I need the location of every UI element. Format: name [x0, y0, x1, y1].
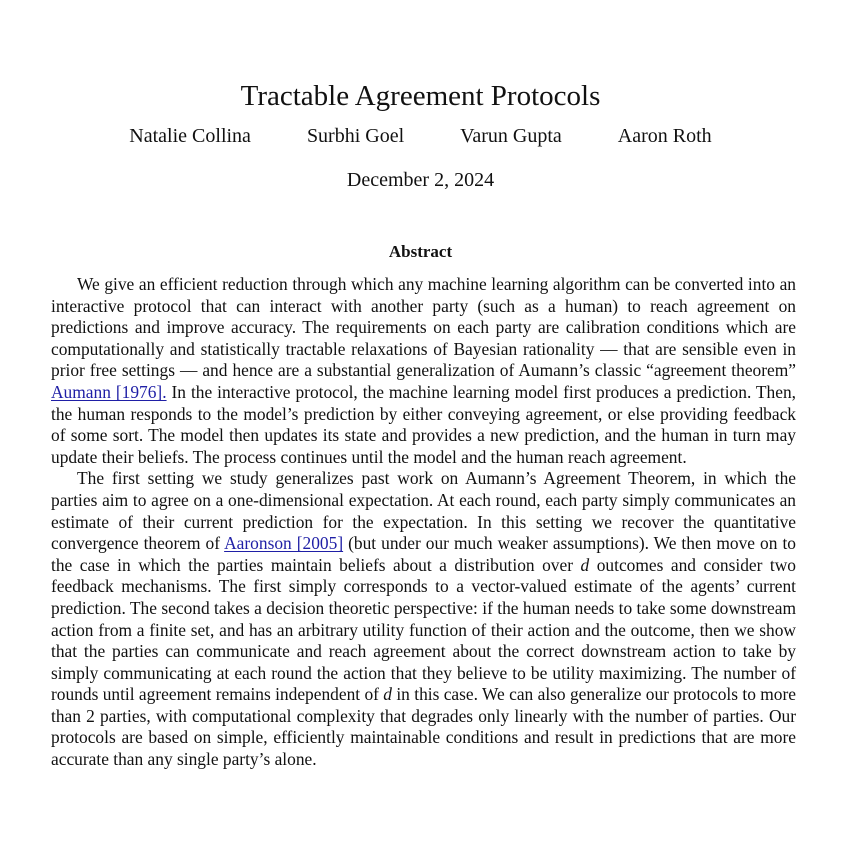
- math-variable-d: d: [383, 684, 392, 705]
- author-name: Aaron Roth: [617, 125, 712, 147]
- author-list: [0, 123, 841, 149]
- paragraph-text: in this case. We can also generalize our protocols to more than 2 parties, with computational complexity that degrades only linearly with the number of parties. Our protocols are based on simple, efficiently maintainable conditions and result in predictions that are more accurate than any single party’s alone.: [51, 684, 796, 770]
- abstract-paragraph: [51, 274, 796, 468]
- paragraph-text: We give an efficient reduction through which any machine learning algorithm can be converted into an interactive protocol that can interact with another party (such as a human) to reach agreement on predictions and improve accuracy. The requirements on each party are calibration conditions which are computationally and statistically tractable relaxations of Bayesian rationality — that are sensible even in prior free settings — and hence are a substantial generalization of Aumann’s classic “agreement theorem”: [51, 274, 796, 381]
- math-variable-d: d: [580, 554, 590, 575]
- paper-title: Tractable Agreement Protocols: [240, 80, 601, 113]
- paragraph-text: outcomes and consider two feedback mechanisms. The first simply corresponds to a vector-valued estimate of the agents’ current prediction. The second takes a decision theoretic perspective: if the human needs to take some downstream action from a finite set, and has an arbitrary utility function of their action and the outcome, then we show that the parties can communicate and reach agreement about the correct downstream action to take by simply communicating at each round the action that they believe to be utility maximizing. The number of rounds until agreement remains independent of: [51, 554, 796, 705]
- abstract-body: [51, 274, 796, 771]
- citation-link-aumann[interactable]: Aumann [1976].: [51, 381, 167, 402]
- author-name: Surbhi Goel: [306, 125, 405, 147]
- author-name: Natalie Collina: [129, 125, 251, 147]
- author-name: Varun Gupta: [460, 125, 562, 147]
- paragraph-text: In the interactive protocol, the machine learning model first produces a prediction. Then, the human responds to the model’s prediction by either conveying agreement, or else providing feedback of some sort. The model then updates its state and provides a new prediction, and the human in turn may update their beliefs. The process continues until the model and the human reach agreement.: [51, 381, 797, 467]
- paper-date: December 2, 2024: [346, 169, 495, 191]
- paragraph-text: The first setting we study generalizes past work on Aumann’s Agreement Theorem, in which the parties aim to agree on a one-dimensional expectation. At each round, each party simply communicates an estimate of their current prediction for the expectation. In this setting we recover the quantitative convergence theorem of: [51, 468, 796, 554]
- abstract-paragraph: [51, 468, 796, 770]
- abstract-heading: Abstract: [388, 242, 453, 261]
- paragraph-text: (but under our much weaker assumptions). We then move on to the case in which the parties maintain beliefs about a distribution over: [51, 533, 796, 575]
- citation-link-aaronson[interactable]: Aaronson [2005]: [224, 533, 344, 554]
